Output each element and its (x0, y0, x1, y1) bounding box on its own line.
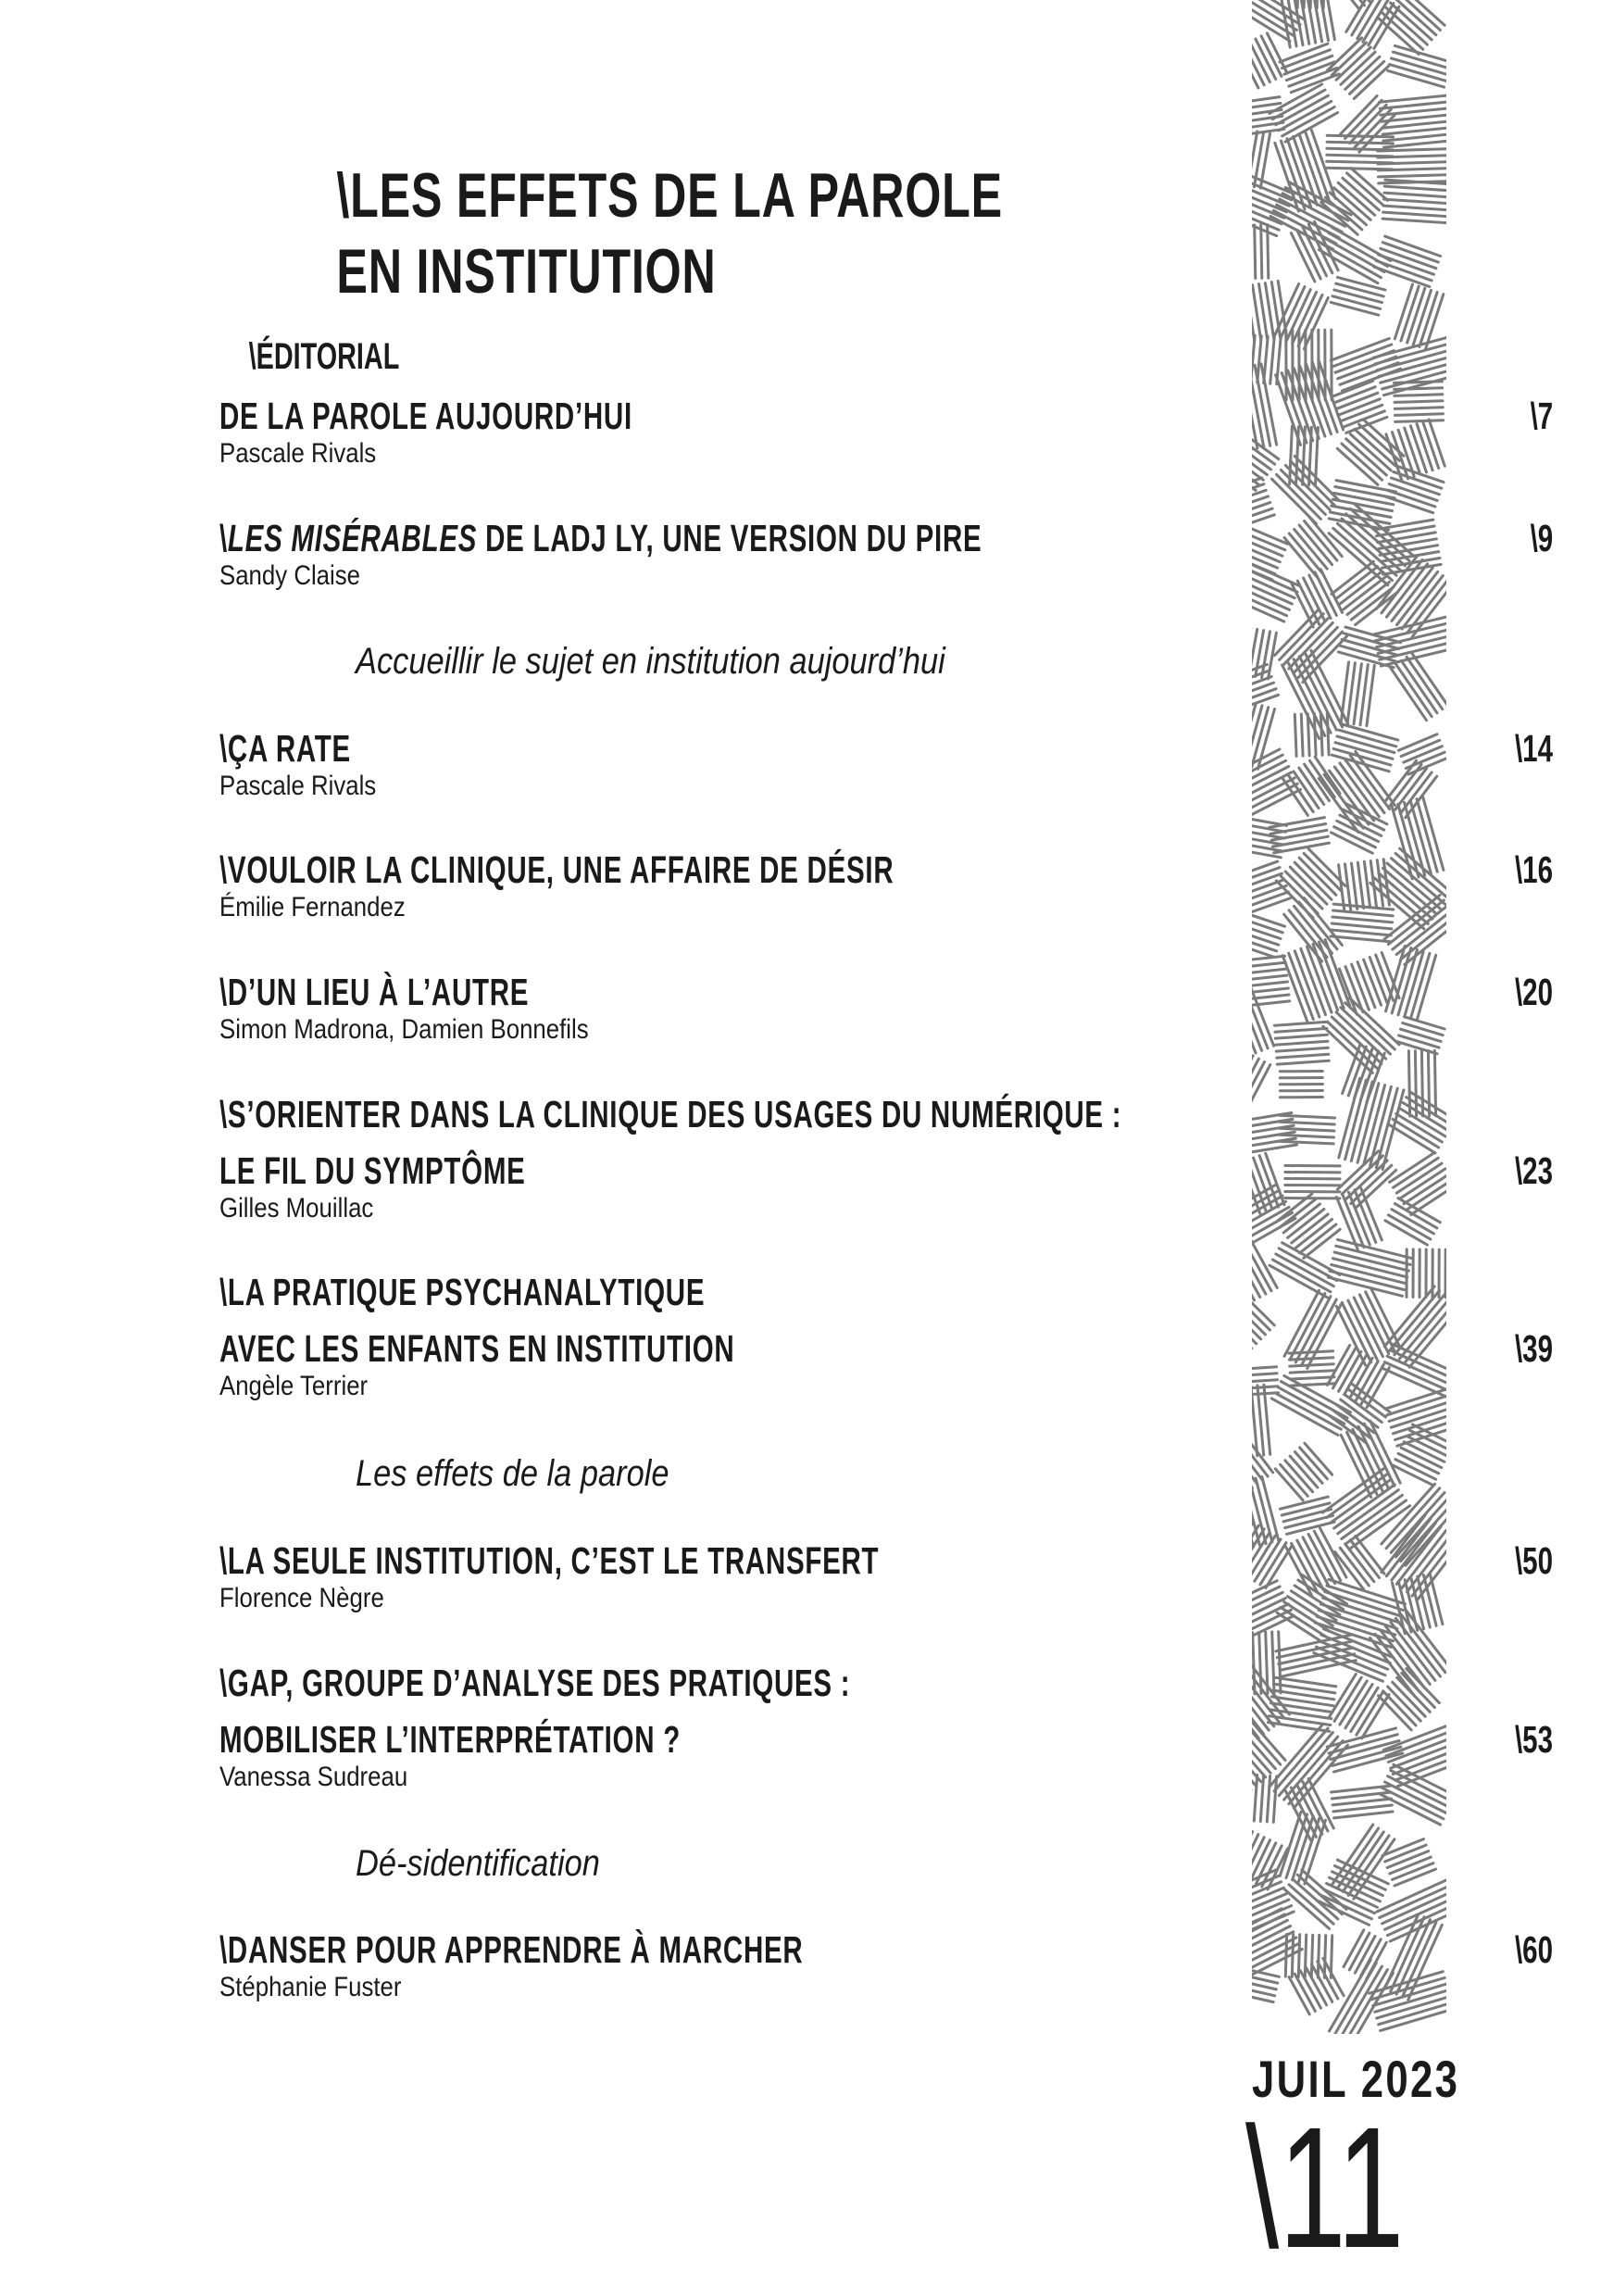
entry-title-line-2: LE FIL DU SYMPTÔME (219, 1149, 526, 1192)
entry-title: \D’UN LIEU À L’AUTRE (219, 971, 530, 1013)
entry-title-rest: DE LADJ LY, UNE VERSION DU PIRE (477, 517, 982, 559)
entry-author: Sandy Claise (219, 560, 361, 591)
entry-page-number: \23 (1514, 1149, 1553, 1192)
entry-author: Gilles Mouillac (219, 1193, 374, 1223)
subsection-heading: Les effets de la parole (356, 1453, 669, 1494)
subsection-heading: Accueillir le sujet en institution aujourd’hui (356, 641, 945, 682)
entry-title: DE LA PAROLE AUJOURD’HUI (219, 395, 632, 437)
page-title (336, 157, 1002, 309)
entry-title: \LA SEULE INSTITUTION, C’EST LE TRANSFERT (219, 1539, 880, 1582)
entry-title-line-1: \S’ORIENTER DANS LA CLINIQUE DES USAGES DU NUMÉRIQUE : (219, 1093, 1122, 1135)
entry-page-number: \9 (1530, 517, 1553, 559)
entry-author: Florence Nègre (219, 1583, 384, 1613)
hatched-pattern-icon (1252, 0, 1446, 2034)
entry-title: \DANSER POUR APPRENDRE À MARCHER (219, 1928, 804, 1971)
entry-page-number: \14 (1514, 727, 1553, 770)
entry-page-number: \53 (1514, 1718, 1553, 1761)
entry-title: \VOULOIR LA CLINIQUE, UNE AFFAIRE DE DÉSIR (219, 848, 894, 891)
entry-page-number: \60 (1514, 1928, 1553, 1971)
entry-title (219, 518, 1180, 558)
entry-author: Angèle Terrier (219, 1371, 369, 1401)
entry-title: \ÇA RATE (219, 727, 351, 770)
entry-title-line-2: MOBILISER L’INTERPRÉTATION ? (219, 1718, 681, 1761)
entry-page-number: \20 (1514, 971, 1553, 1013)
entry-author: Émilie Fernandez (219, 892, 406, 922)
entry-author: Simon Madrona, Damien Bonnefils (219, 1014, 589, 1045)
entry-title-line-1: \LA PRATIQUE PSYCHANALYTIQUE (219, 1271, 706, 1313)
entry-title-line-1: \GAP, GROUPE D’ANALYSE DES PRATIQUES : (219, 1662, 851, 1704)
issue-date: JUIL 2023 (1252, 2050, 1460, 2108)
entry-author: Pascale Rivals (219, 438, 377, 469)
subsection-heading: Dé-sidentification (356, 1843, 600, 1884)
entry-page-number: \50 (1514, 1539, 1553, 1582)
entry-page-number: \39 (1514, 1327, 1553, 1370)
entry-author: Vanessa Sudreau (219, 1762, 408, 1792)
entry-author: Stéphanie Fuster (219, 1972, 402, 2002)
entry-author: Pascale Rivals (219, 771, 377, 801)
issue-number: \11 (1245, 2092, 1405, 2284)
section-label-editorial: \ÉDITORIAL (248, 336, 400, 377)
entry-title-line-2: AVEC LES ENFANTS EN INSTITUTION (219, 1327, 735, 1370)
entry-page-number: \7 (1530, 395, 1553, 437)
entry-title-prefix: \ (219, 517, 228, 559)
entry-title-italic: LES MISÉRABLES (227, 517, 478, 559)
page-title-line-2: EN INSTITUTION (336, 236, 717, 307)
entry-page-number: \16 (1514, 848, 1553, 891)
page-title-line-1: \LES EFFETS DE LA PAROLE (336, 160, 1003, 231)
